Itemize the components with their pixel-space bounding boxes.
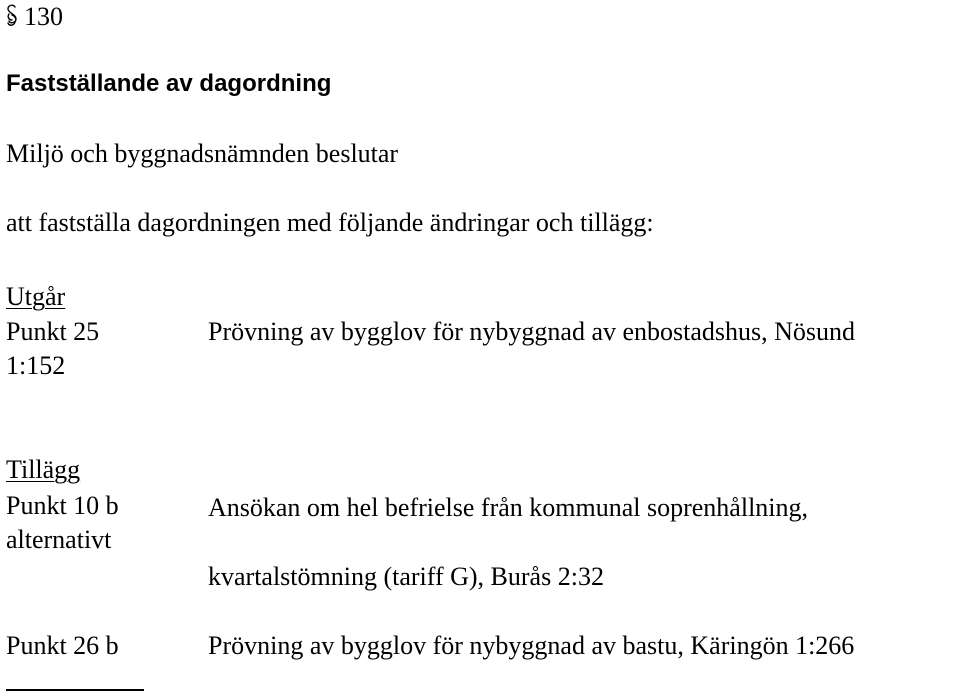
added-point-10b: Punkt 10 b [6,491,119,520]
added-10b-description-line2: kvartalstömning (tariff G), Burås 2:32 [208,562,604,591]
footer-divider [6,689,144,691]
added-point-26b: Punkt 26 b [6,631,119,660]
decision-text: att fastställa dagordningen med följande ändringar och tillägg: [6,208,654,237]
page-title: Fastställande av dagordning [6,70,332,97]
removed-point: Punkt 25 [6,317,100,346]
removed-label: Utgår [6,282,66,311]
section-number: 130 [24,2,63,31]
added-point-10b-continuation: alternativt [6,525,112,554]
decision-intro: Miljö och byggnadsnämnden beslutar [6,139,399,168]
section-sign-icon [6,4,18,30]
removed-point-continuation: 1:152 [6,351,66,380]
added-label: Tillägg [6,455,81,484]
added-26b-description: Prövning av bygglov för nybyggnad av bastu, Käringön 1:266 [208,631,855,660]
added-10b-description-line1: Ansökan om hel befrielse från kommunal soprenhållning, [208,493,809,522]
removed-description: Prövning av bygglov för nybyggnad av enbostadshus, Nösund [208,317,856,346]
